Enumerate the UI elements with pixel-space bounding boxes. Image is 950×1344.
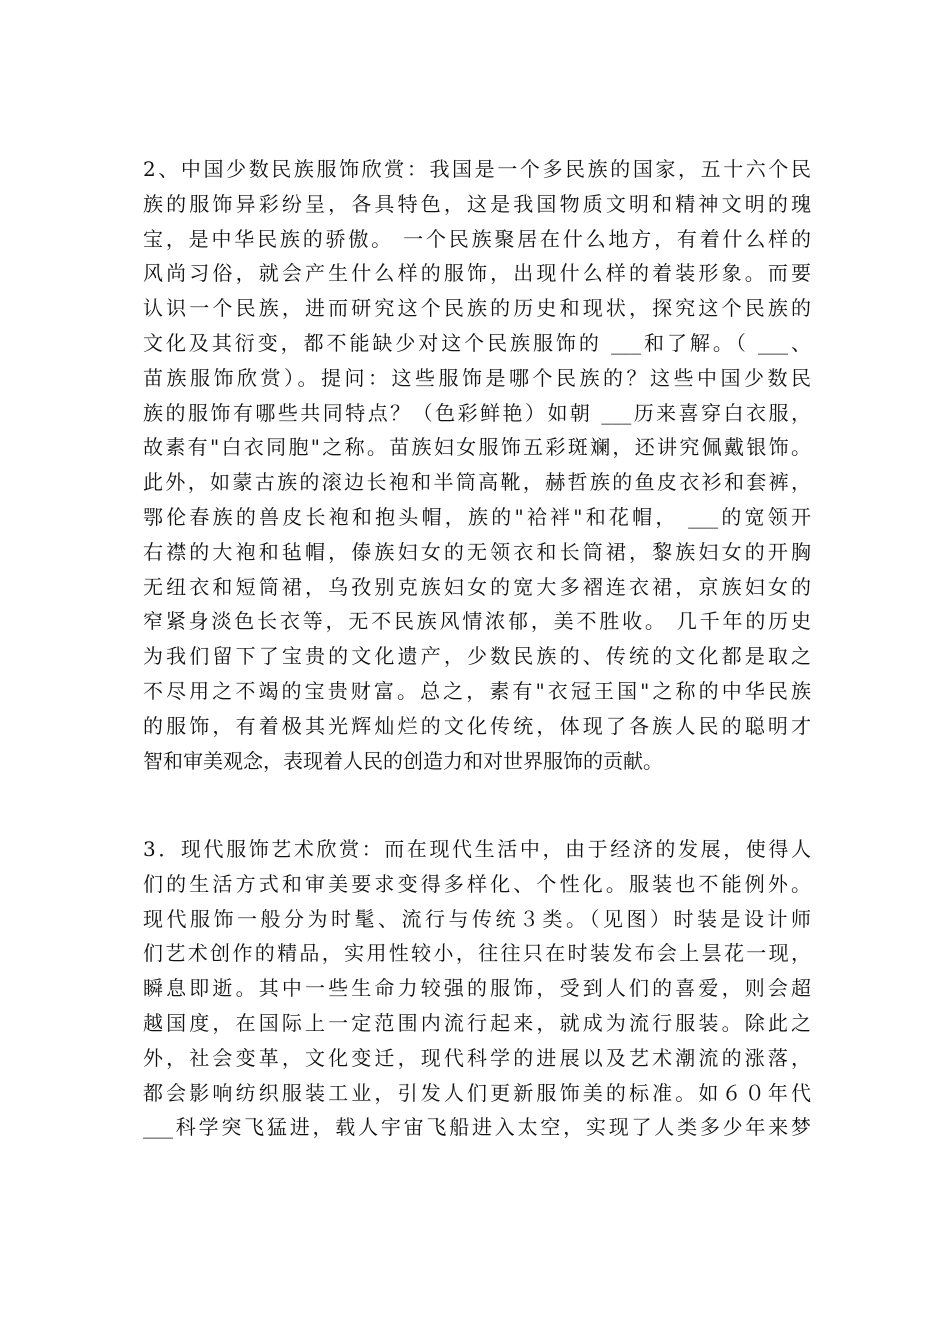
- text-line: 越国度，在国际上一定范围内流行起来，就成为流行服装。除此之: [143, 1010, 811, 1035]
- text-line: 2、中国少数民族服饰欣赏：我国是一个多民族的国家，五十六个民: [143, 157, 811, 181]
- text-line: 文化及其衍变，都不能缺少对这个民族服饰的 ___和了解。（ ___、: [143, 330, 811, 355]
- text-line: ___科学突飞猛进，载人宇宙飞船进入太空，实现了人类多少年来梦: [143, 1115, 811, 1140]
- text-line: 鄂伦春族的兽皮长袍和抱头帽，族的"袷袢"和花帽， ___的宽领开: [143, 504, 811, 529]
- text-line: 认识一个民族，进而研究这个民族的历史和现状，探究这个民族的: [143, 296, 811, 321]
- text-line: 宝，是中华民族的骄傲。 一个民族聚居在什么地方，有着什么样的: [143, 226, 811, 251]
- text-line: 此外，如蒙古族的滚边长袍和半筒高靴，赫哲族的鱼皮衣衫和套裤，: [143, 470, 811, 495]
- text-line: 无纽衣和短筒裙，乌孜别克族妇女的宽大多褶连衣裙，京族妇女的: [143, 574, 811, 599]
- text-line: 故素有"白衣同胞"之称。苗族妇女服饰五彩斑斓，还讲究佩戴银饰。: [143, 435, 811, 460]
- text-line: 为我们留下了宝贵的文化遗产，少数民族的、传统的文化都是取之: [143, 644, 811, 669]
- paragraph-section-3: [143, 832, 811, 1145]
- text-line: 们的生活方式和审美要求变得多样化、个性化。服装也不能例外。: [143, 871, 811, 896]
- text-line: 不尽用之不竭的宝贵财富。总之，素有"衣冠王国"之称的中华民族: [143, 678, 811, 703]
- text-line: 3．现代服饰艺术欣赏：而在现代生活中，由于经济的发展，使得人: [143, 837, 811, 861]
- text-line: 苗族服饰欣赏）。提问：这些服饰是哪个民族的？这些中国少数民: [143, 365, 811, 390]
- text-line: 外，社会变革，文化变迁，现代科学的进展以及艺术潮流的涨落，: [143, 1045, 811, 1070]
- text-line: 们艺术创作的精品，实用性较小，往往只在时装发布会上昙花一现，: [143, 941, 811, 966]
- paragraph-section-2: [143, 152, 811, 778]
- text-line: 右襟的大袍和毡帽，傣族妇女的无领衣和长筒裙，黎族妇女的开胸: [143, 539, 811, 564]
- text-line: 族的服饰异彩纷呈，各具特色，这是我国物质文明和精神文明的瑰: [143, 191, 811, 216]
- text-line: 现代服饰一般分为时髦、流行与传统３类。（见图）时装是设计师: [143, 906, 811, 931]
- text-line: 都会影响纺织服装工业，引发人们更新服饰美的标准。如６０年代: [143, 1080, 811, 1105]
- text-line: 族的服饰有哪些共同特点？（色彩鲜艳）如朝 ___历来喜穿白衣服，: [143, 400, 811, 425]
- text-line: 风尚习俗，就会产生什么样的服饰，出现什么样的着装形象。而要: [143, 261, 811, 286]
- text-line: 的服饰，有着极其光辉灿烂的文化传统，体现了各族人民的聪明才: [143, 713, 811, 738]
- text-line: 智和审美观念，表现着人民的创造力和对世界服饰的贡献。: [143, 748, 663, 773]
- text-line: 窄紧身淡色长衣等，无不民族风情浓郁，美不胜收。 几千年的历史: [143, 609, 811, 634]
- text-line: 瞬息即逝。其中一些生命力较强的服饰，受到人们的喜爱，则会超: [143, 976, 811, 1001]
